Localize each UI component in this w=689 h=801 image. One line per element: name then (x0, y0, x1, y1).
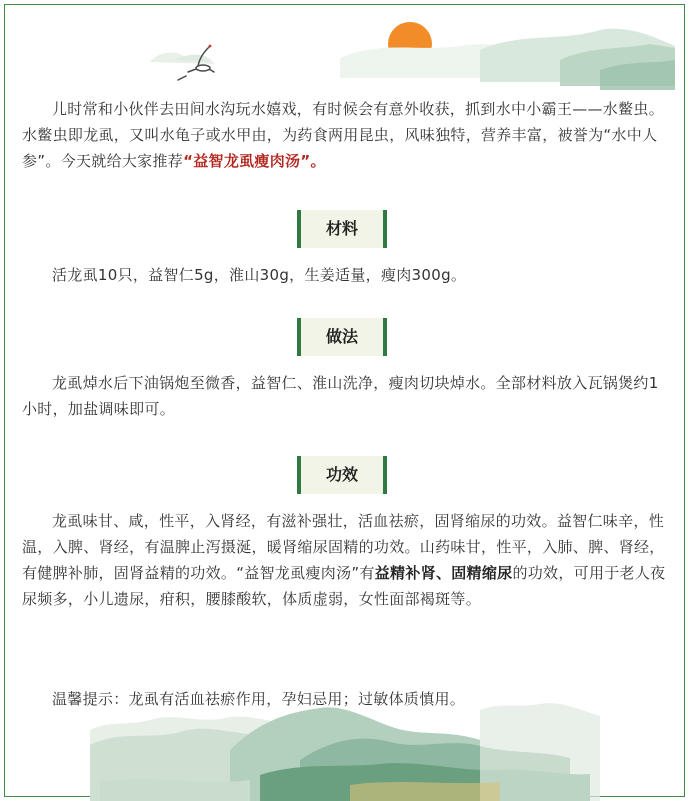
section-heading-materials: 材料 (297, 210, 387, 248)
mountain-range-bottom (90, 703, 600, 801)
method-paragraph: 龙虱焯水后下油锅炮至微香，益智仁、淮山洗净，瘦肉切块焯水。全部材料放入瓦锅煲约1小时，加盐调味即可。 (22, 374, 659, 418)
section-heading-method: 做法 (297, 318, 387, 356)
tip-paragraph: 温馨提示：龙虱有活血祛瘀作用，孕妇忌用；过敏体质慎用。 (52, 690, 466, 708)
decorative-footer (0, 690, 689, 801)
section-heading-effects: 功效 (297, 456, 387, 494)
intro-text: 儿时常和小伙伴去田间水沟玩水嬉戏，有时候会有意外收获，抓到水中小霸王——水鳖虫。水鳖虫即龙虱，又叫水龟子或水甲由，为药食两用昆虫，风味独特，营养丰富，被誉为“水中人参”。今天就给大家推荐 (22, 100, 665, 170)
effects-emphasis: 益精补肾、固精缩尿 (374, 564, 513, 582)
decorative-header (0, 0, 689, 110)
intro-paragraph (22, 96, 667, 174)
materials-paragraph: 活龙虱10只，益智仁5g，淮山30g，生姜适量，瘦肉300g。 (52, 266, 467, 284)
effects-text: 龙虱味甘、咸，性平，入肾经，有滋补强壮，活血祛瘀，固肾缩尿的功效。益智仁味辛，性温，入脾、肾经，有温脾止泻摄涎，暖肾缩尿固精的功效。山药味甘，性平，入肺、脾、肾经，有健脾补肺，固肾益精的功效。“益智龙虱瘦肉汤”有 (22, 512, 665, 582)
effects-paragraph (22, 508, 667, 612)
effects-text-end: 的功效，可用于老人夜尿频多，小儿遗尿，疳积，腰膝酸软，体质虚弱，女性面部褐斑等。 (22, 564, 666, 608)
recipe-highlight: “益智龙虱瘦肉汤”。 (183, 152, 326, 170)
cloud-left (150, 52, 214, 64)
